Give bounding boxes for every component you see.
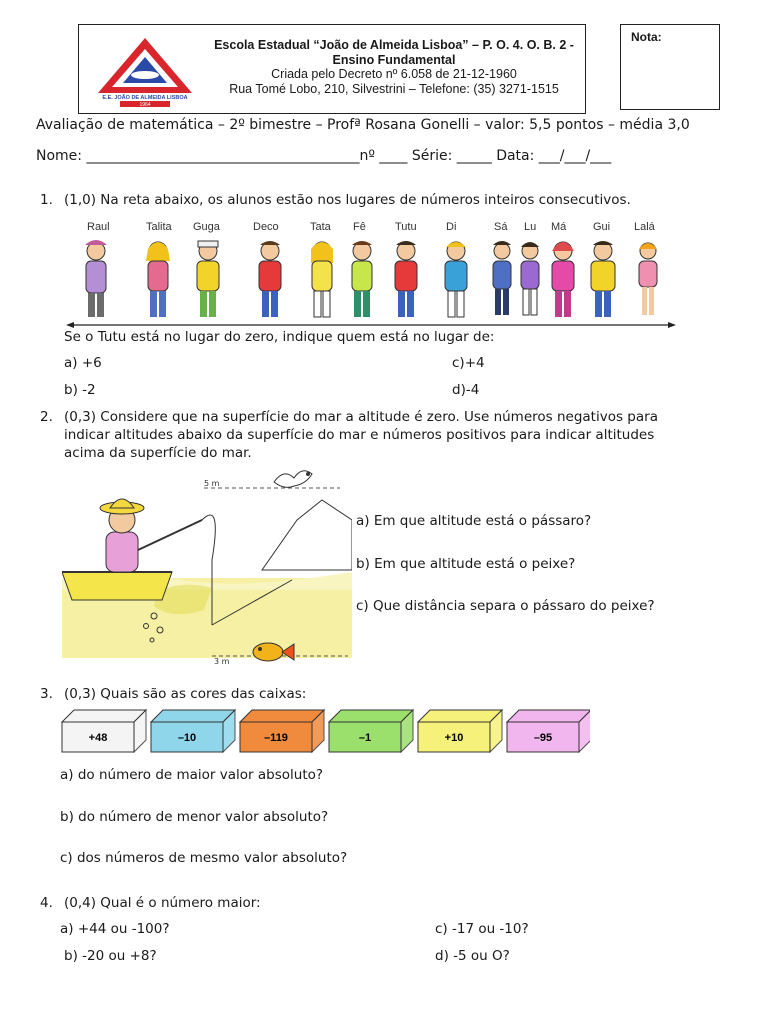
student-name: Deco	[253, 221, 279, 233]
student-name: Guga	[193, 221, 220, 233]
q1-prompt: Se o Tutu está no lugar do zero, indique quem está no lugar de:	[64, 329, 495, 345]
q1-option-b[interactable]: b) -2	[64, 382, 96, 398]
box-label: +48	[88, 732, 108, 744]
logo-year: 1964	[139, 102, 151, 107]
boxes-illustration	[58, 706, 590, 762]
logo-text: E.E. JOÃO DE ALMEIDA LISBOA	[102, 95, 188, 101]
boat	[62, 572, 172, 600]
q2-item-b[interactable]: b) Em que altitude está o peixe?	[356, 556, 576, 572]
q1-number: 1.	[40, 192, 53, 208]
fishing-illustration	[62, 460, 352, 670]
student-figures	[85, 240, 657, 317]
q3-item-c[interactable]: c) dos números de mesmo valor absoluto?	[60, 850, 348, 866]
school-name: Escola Estadual “João de Almeida Lisboa” – P. O. 4. O. B. 2 -	[214, 38, 574, 52]
student-name: Gui	[593, 221, 611, 233]
student-line[interactable]: Nome: _______________________________________nº ____ Série: _____ Data: ___/___/___	[36, 148, 612, 164]
q3-item-a[interactable]: a) do número de maior valor absoluto?	[60, 767, 324, 783]
student-name: Talita	[146, 221, 172, 233]
school-address: Rua Tomé Lobo, 210, Silvestrini – Telefone: (35) 3271-1515	[229, 81, 559, 96]
q2-number: 2.	[40, 409, 53, 425]
q1-option-d[interactable]: d)-4	[452, 382, 480, 398]
q2-text-line2: indicar altitudes abaixo da superfície do mar e números positivos para indicar altitudes	[64, 427, 655, 443]
color-box	[418, 710, 502, 752]
school-logo	[92, 35, 198, 107]
q4-option-c[interactable]: c) -17 ou -10?	[435, 921, 529, 937]
q1-option-a[interactable]: a) +6	[64, 355, 102, 371]
grade-label: Nota:	[631, 30, 662, 44]
student-name: Má	[551, 221, 567, 233]
student-name: Fê	[353, 221, 366, 233]
fisherman	[100, 499, 202, 572]
q4-number: 4.	[40, 895, 53, 911]
student-name: Lu	[524, 221, 537, 233]
box-label: –1	[358, 732, 372, 744]
box-label: –95	[533, 732, 553, 744]
q2-text-line1: (0,3) Considere que na superfície do mar a altitude é zero. Use números negativos para	[64, 409, 658, 425]
student-name: Lalá	[634, 221, 655, 233]
color-box	[240, 710, 324, 752]
q4-option-a[interactable]: a) +44 ou -100?	[60, 921, 170, 937]
q3-number: 3.	[40, 686, 53, 702]
q3-statement	[40, 686, 306, 702]
color-box	[62, 710, 146, 752]
box-label: –119	[264, 732, 288, 744]
school-level: Ensino Fundamental	[332, 52, 456, 67]
bird-icon	[274, 471, 312, 488]
color-box	[151, 710, 235, 752]
label-3m: 3 m	[214, 657, 230, 666]
exam-info: Avaliação de matemática – 2º bimestre – Profª Rosana Gonelli – valor: 5,5 pontos – média 3,0	[36, 117, 690, 133]
color-box	[329, 710, 413, 752]
q2-item-c[interactable]: c) Que distância separa o pássaro do peixe?	[356, 598, 655, 614]
q2-statement	[40, 408, 658, 462]
student-name: Tutu	[395, 221, 417, 233]
students-illustration	[66, 213, 676, 335]
q4-text: (0,4) Qual é o número maior:	[64, 895, 261, 911]
label-5m: 5 m	[204, 479, 220, 488]
student-name: Di	[446, 221, 457, 233]
student-name: Raul	[87, 221, 110, 233]
q4-statement	[40, 895, 261, 911]
q2-item-a[interactable]: a) Em que altitude está o pássaro?	[356, 513, 592, 529]
q1-option-c[interactable]: c)+4	[452, 355, 485, 371]
box-label: –10	[177, 732, 197, 744]
q2-text-line3: acima da superfície do mar.	[64, 445, 252, 461]
box-label: +10	[444, 732, 464, 744]
q1-text: (1,0) Na reta abaixo, os alunos estão nos lugares de números inteiros consecutivos.	[64, 192, 631, 208]
q3-item-b[interactable]: b) do número de menor valor absoluto?	[60, 809, 329, 825]
school-info	[205, 38, 583, 96]
student-name: Tata	[310, 221, 331, 233]
q4-option-b[interactable]: b) -20 ou +8?	[64, 948, 157, 964]
q1-statement	[40, 192, 631, 208]
school-decree: Criada pelo Decreto nº 6.058 de 21-12-1960	[271, 67, 517, 81]
color-box	[507, 710, 590, 752]
student-name: Sá	[494, 221, 508, 233]
q3-text: (0,3) Quais são as cores das caixas:	[64, 686, 307, 702]
students-number-line	[66, 213, 676, 335]
q4-option-d[interactable]: d) -5 ou O?	[435, 948, 510, 964]
